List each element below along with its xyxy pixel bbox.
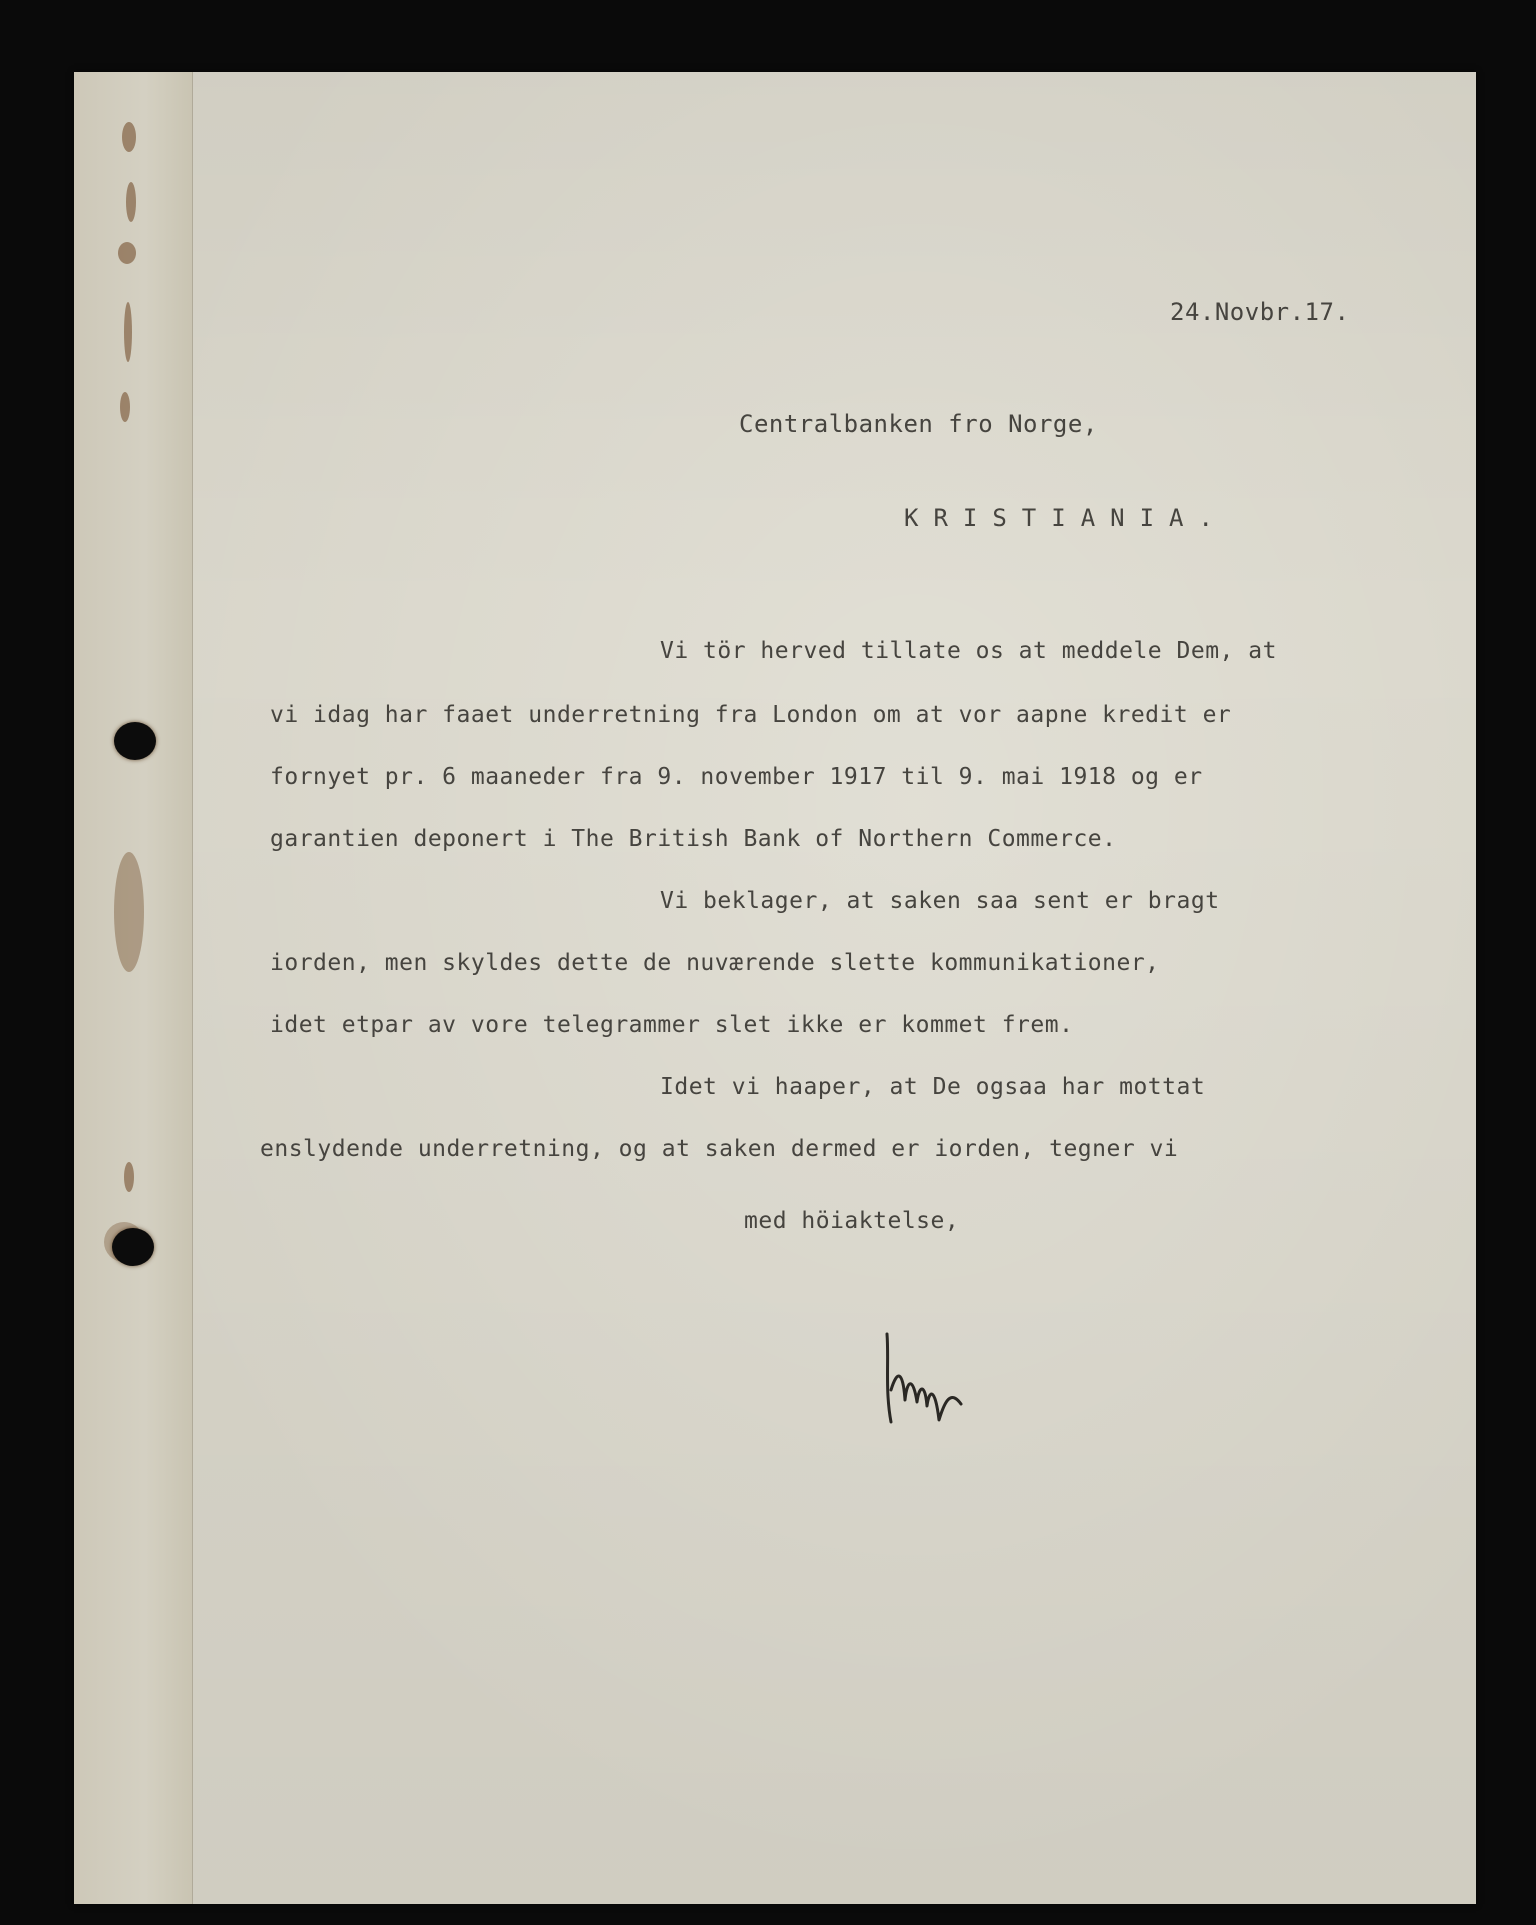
body-line: fornyet pr. 6 maaneder fra 9. november 1917 til 9. mai 1918 og er xyxy=(270,764,1203,790)
punch-hole xyxy=(114,722,156,760)
body-line: vi idag har faaet underretning fra London om at vor aapne kredit er xyxy=(270,702,1232,728)
binding-fold-strip xyxy=(74,72,193,1904)
body-line: enslydende underretning, og at saken dermed er iorden, tegner vi xyxy=(260,1136,1179,1162)
body-line: Vi tör herved tillate os at meddele Dem, at xyxy=(660,638,1277,664)
letter-city: KRISTIANIA. xyxy=(904,504,1228,532)
body-line: idet etpar av vore telegrammer slet ikke er kommet frem. xyxy=(270,1012,1074,1038)
letter-sheet xyxy=(74,72,1476,1904)
body-line: Idet vi haaper, at De ogsaa har mottat xyxy=(660,1074,1206,1100)
handwritten-signature xyxy=(879,1330,989,1430)
rust-stain xyxy=(124,302,132,362)
rust-stain xyxy=(126,182,136,222)
letter-date: 24.Novbr.17. xyxy=(1170,298,1350,326)
rust-stain xyxy=(122,122,136,152)
body-line: iorden, men skyldes dette de nuværende slette kommunikationer, xyxy=(270,950,1160,976)
punch-hole xyxy=(112,1228,154,1266)
body-line: Vi beklager, at saken saa sent er bragt xyxy=(660,888,1220,914)
rust-stain xyxy=(124,1162,134,1192)
rust-stain xyxy=(120,392,130,422)
rust-stain xyxy=(114,852,144,972)
body-line: garantien deponert i The British Bank of Northern Commerce. xyxy=(270,826,1117,852)
letter-addressee: Centralbanken fro Norge, xyxy=(739,410,1098,438)
rust-stain xyxy=(118,242,136,264)
letter-closing: med höiaktelse, xyxy=(744,1208,960,1234)
